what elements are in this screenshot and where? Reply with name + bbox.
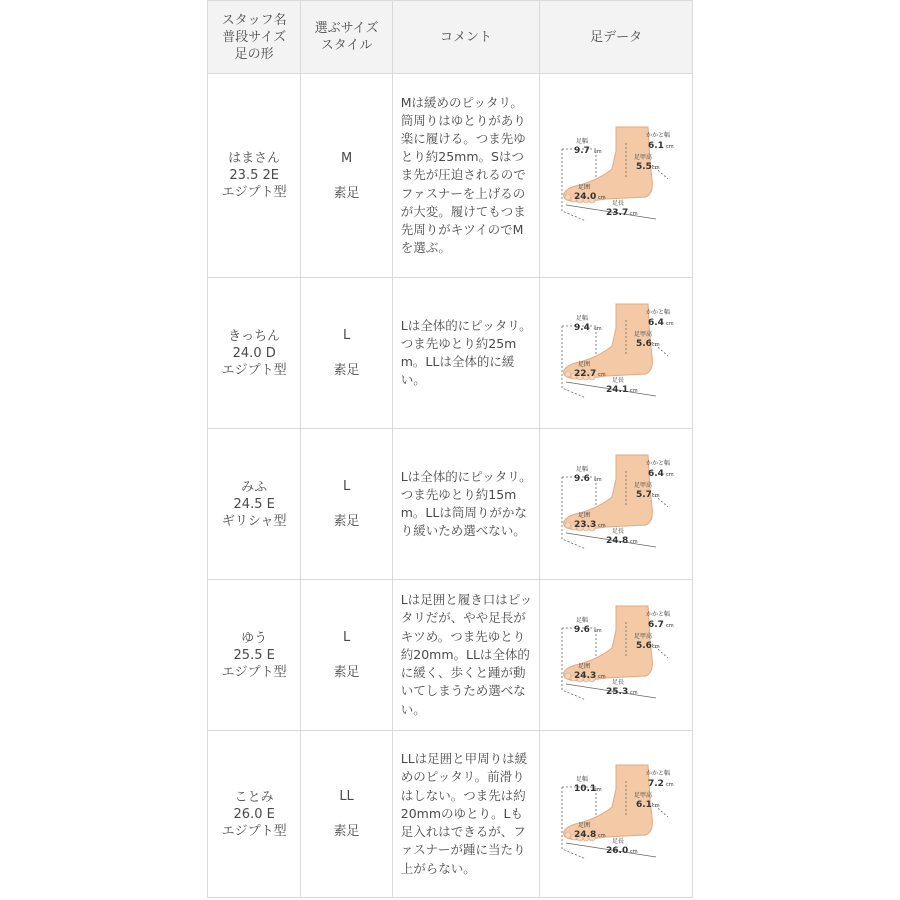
table-row — [208, 580, 693, 731]
header-choice — [301, 1, 392, 74]
size-cell — [301, 74, 392, 278]
heel-value: 6.7 — [648, 620, 665, 630]
unit-label: cm — [630, 849, 638, 855]
unit-label: cm — [598, 372, 606, 378]
unit-label: cm — [666, 143, 674, 150]
unit-label: cm — [594, 787, 602, 793]
toe-icon — [565, 194, 571, 200]
foot-diagram — [556, 600, 676, 710]
girth-value: 24.0 — [574, 191, 597, 202]
table-row — [208, 74, 693, 278]
header-staff — [208, 1, 301, 74]
unit-label: cm — [598, 833, 606, 839]
toe-icon — [565, 371, 571, 377]
width-value: 9.6 — [574, 474, 591, 484]
staff-name: ゆう — [241, 630, 268, 646]
header-row — [208, 1, 693, 74]
header-staff-line: スタッフ名 — [221, 12, 287, 28]
size-cell — [301, 278, 392, 429]
width-label: 足幅 — [576, 315, 589, 322]
staff-name: はまさん — [228, 151, 281, 166]
girth-value: 23.3 — [574, 520, 597, 530]
comment-text: Lは全体的にピッタリ。つま先ゆとり約25mm。LLは全体的に緩い。 — [400, 317, 532, 388]
chosen-size: LL — [339, 789, 354, 804]
usual-size: 25.5 E — [233, 647, 275, 663]
unit-label: cm — [652, 803, 660, 809]
unit-label: cm — [630, 539, 638, 545]
foot-shape: ギリシャ型 — [221, 513, 287, 529]
header-choice-line: スタイル — [320, 38, 373, 53]
unit-label: cm — [594, 628, 602, 634]
style: 素足 — [333, 185, 360, 201]
foot-shape: エジプト型 — [221, 362, 287, 378]
length-label: 足長 — [612, 679, 625, 686]
unit-label: cm — [652, 342, 660, 348]
width-value: 9.6 — [574, 625, 591, 635]
girth-value: 24.3 — [574, 671, 597, 681]
width-value: 9.4 — [574, 323, 591, 333]
heel-label: かかと幅 — [646, 460, 671, 467]
staff-name: ことみ — [234, 789, 274, 805]
length-label: 足長 — [612, 838, 625, 845]
instep-value: 5.6 — [636, 641, 653, 651]
unit-label: cm — [666, 623, 674, 629]
unit-label: cm — [666, 472, 674, 478]
foot-diagram — [556, 298, 676, 408]
foot-shape: エジプト型 — [221, 664, 287, 680]
unit-label: cm — [594, 326, 602, 332]
usual-size: 24.5 E — [233, 496, 275, 512]
length-label: 足長 — [612, 199, 625, 207]
comment-cell — [392, 74, 540, 278]
staff-name: みふ — [241, 479, 268, 495]
girth-label: 足囲 — [578, 822, 591, 829]
header-choice-line: 選ぶサイズ — [314, 21, 379, 36]
heel-value: 6.4 — [648, 469, 665, 479]
staff-cell — [208, 278, 301, 429]
unit-label: cm — [630, 388, 638, 394]
staff-cell — [208, 74, 301, 278]
staff-cell — [208, 580, 301, 731]
girth-label: 足囲 — [578, 512, 591, 519]
instep-label: 足甲高 — [634, 331, 653, 338]
unit-label: cm — [598, 194, 606, 201]
size-cell — [301, 731, 392, 898]
width-value: 10.1 — [574, 784, 597, 794]
length-value: 24.8 — [606, 536, 629, 546]
foot-shape: エジプト型 — [221, 185, 287, 200]
table-row — [208, 278, 693, 429]
length-value: 23.7 — [606, 207, 629, 218]
heel-label: かかと幅 — [646, 131, 671, 139]
unit-label: cm — [652, 644, 660, 650]
length-label: 足長 — [612, 377, 625, 384]
unit-label: cm — [630, 690, 638, 696]
unit-label: cm — [594, 477, 602, 483]
comment-text: Lは全体的にピッタリ。つま先ゆとり約15mm。LLは筒周りがかなり緩いため選べない。 — [400, 468, 532, 539]
header-staff-line: 普段サイズ — [222, 29, 287, 45]
foot-data-cell — [540, 74, 693, 278]
comment-cell — [392, 731, 540, 898]
width-value: 9.7 — [574, 145, 591, 156]
comment-cell — [392, 278, 540, 429]
comment-text: Mは緩めのピッタリ。筒周りはゆとりがあり楽に履ける。つま先ゆとり約25mm。Sはつま先が圧迫されるのでファスナーを上げるのが大変。履けてもつま先周りがキツイのでMを選ぶ。 — [400, 94, 526, 256]
foot-data-cell — [540, 429, 693, 580]
girth-label: 足囲 — [578, 361, 591, 368]
unit-label: cm — [666, 782, 674, 788]
size-cell — [301, 580, 392, 731]
chosen-size: L — [342, 479, 351, 494]
chosen-size: L — [342, 328, 351, 343]
size-cell — [301, 429, 392, 580]
style: 素足 — [333, 824, 360, 839]
unit-label: cm — [630, 210, 638, 217]
style: 素足 — [333, 665, 360, 680]
comment-text: LLは足囲と甲周りは緩めのピッタリ。前滑りはしない。つま先は約20mmのゆとり。Lも足入れはできるが、ファスナーが踵に当たり上がらない。 — [400, 751, 528, 876]
staff-cell — [208, 429, 301, 580]
heel-value: 6.4 — [648, 318, 665, 328]
length-label: 足長 — [612, 528, 625, 535]
header-footdata: 足データ — [540, 1, 693, 74]
width-label: 足幅 — [576, 617, 589, 624]
foot-shape: エジプト型 — [221, 823, 287, 839]
unit-label: cm — [652, 164, 660, 171]
usual-size: 24.0 D — [232, 345, 276, 361]
comment-cell — [392, 429, 540, 580]
length-value: 26.0 — [606, 846, 629, 856]
unit-label: cm — [666, 321, 674, 327]
unit-label: cm — [598, 674, 606, 680]
instep-value: 5.5 — [636, 161, 653, 172]
usual-size: 23.5 2E — [229, 168, 279, 183]
instep-value: 5.7 — [636, 490, 653, 500]
width-label: 足幅 — [576, 466, 589, 473]
unit-label: cm — [652, 493, 660, 499]
instep-value: 5.6 — [636, 339, 653, 349]
instep-label: 足甲高 — [634, 153, 653, 161]
foot-data-cell — [540, 731, 693, 898]
header-staff-line: 足の形 — [234, 46, 274, 62]
foot-diagram — [556, 759, 676, 869]
instep-label: 足甲高 — [634, 482, 653, 489]
width-label: 足幅 — [576, 776, 589, 783]
heel-label: かかと幅 — [646, 611, 671, 618]
foot-diagram — [556, 449, 676, 559]
heel-value: 7.2 — [648, 779, 665, 789]
unit-label: cm — [594, 148, 602, 155]
staff-name: きっちん — [228, 328, 281, 344]
length-value: 25.3 — [606, 687, 629, 697]
toe-icon — [565, 673, 571, 679]
header-comment: コメント — [392, 1, 540, 74]
comment-cell — [392, 580, 540, 731]
length-value: 24.1 — [606, 385, 629, 395]
style: 素足 — [333, 363, 360, 378]
foot-data-cell — [540, 580, 693, 731]
girth-label: 足囲 — [578, 183, 591, 191]
usual-size: 26.0 E — [233, 806, 275, 822]
unit-label: cm — [598, 523, 606, 529]
heel-label: かかと幅 — [646, 770, 671, 777]
staff-cell — [208, 731, 301, 898]
width-label: 足幅 — [576, 137, 589, 145]
instep-value: 6.1 — [636, 800, 653, 810]
style: 素足 — [333, 514, 360, 529]
heel-value: 6.1 — [648, 140, 665, 151]
toe-icon — [565, 832, 571, 838]
foot-diagram — [556, 121, 676, 231]
toe-icon — [565, 522, 571, 528]
chosen-size: M — [340, 150, 353, 166]
instep-label: 足甲高 — [634, 792, 653, 799]
heel-label: かかと幅 — [646, 309, 671, 316]
chosen-size: L — [342, 630, 351, 645]
instep-label: 足甲高 — [634, 633, 653, 640]
girth-value: 24.8 — [574, 830, 597, 840]
comment-text: Lは足囲と履き口はピッタリだが、やや足長がキツめ。つま先ゆとり約20mm。LLは全体的に緩く、歩くと踵が動いてしまうため選べない。 — [400, 592, 533, 717]
girth-value: 22.7 — [574, 369, 597, 379]
girth-label: 足囲 — [578, 663, 591, 670]
table-row — [208, 429, 693, 580]
foot-data-cell — [540, 278, 693, 429]
table-row — [208, 731, 693, 898]
staff-size-table — [207, 0, 693, 898]
